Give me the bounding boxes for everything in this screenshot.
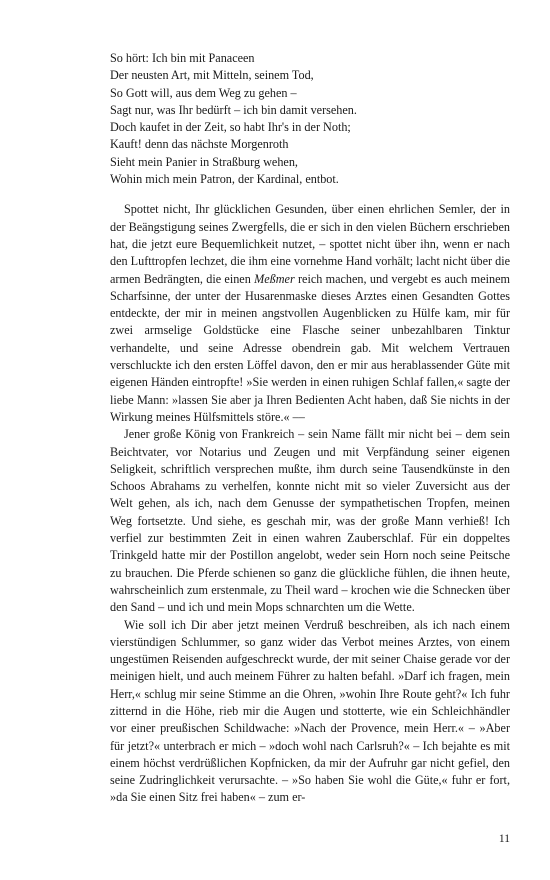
poem-line: Sieht mein Panier in Straßburg wehen, — [110, 154, 298, 169]
poem-line: Kauft! denn das nächste Morgenroth — [110, 137, 289, 152]
poem-line: So Gott will, aus dem Weg zu gehen – — [110, 85, 297, 100]
page-body — [110, 50, 510, 807]
poem-line: Sagt nur, was Ihr bedürft – ich bin damit versehen. — [110, 102, 357, 117]
paragraph-semler — [110, 201, 510, 426]
poem-line: Doch kaufet in der Zeit, so habt Ihr's in der Noth; — [110, 120, 351, 135]
paragraph-traveler: Wie soll ich Dir aber jetzt meinen Verdruß beschreiben, als ich nach einem vierstündigen Schlummer, so ganz wider das Verbot meines Arztes, von einem ungestümen Reisenden aufgeschreckt wurde, der mit seiner Chaise gerade vor der meinigen hielt, und auch meinem Führer zu halten befahl. »Darf ich fragen, mein Herr,« schlug mir seine Stimme an die Ohren, »wohin Ihre Route geht?« Ich fuhr zitternd in die Höhe, rieb mir die Augen und stotterte, wie ein Schleichhändler vor einer preußischen Schildwache: »Nach der Provence, mein Herr.« – »Aber für jetzt?« unterbrach er mich – »doch wohl nach Carlsruh?« – Ich bejahte es mit einem höchst verdrüßlichen Kopfnicken, da mir der Aufruhr gar nicht gefiel, den seine Zudringlichkeit verursachte. – »So haben Sie wohl die Güte,« fuhr er fort, »da Sie einen Sitz frei haben« – zum er- — [110, 617, 510, 805]
poem-line: Der neusten Art, mit Mitteln, seinem Tod, — [110, 68, 314, 83]
emphasized-name: Meßmer — [254, 271, 295, 286]
page-number: 11 — [498, 833, 510, 845]
poem-line: So hört: Ich bin mit Panaceen — [110, 51, 255, 65]
poem-stanza — [110, 50, 510, 188]
paragraph-text: reich machen, und vergebt es auch meinem Scharfsinne, der unter der Husarenmaske dieses Arztes einen Gesandten Gottes entdeckte, der mir in meinen angstvollen Augenblicken zu Hülfe kam, mir für zwei armselige Goldstücke eine Flasche seiner unbezahlbaren Tinktur verhandelte, und seine Adresse obendrein gab. Mit welchem Vertrauen verschluckte ich den ersten Löffel davon, den er mir aus herablassender Güte mit eigenen Händen eintropfte! »Sie werden in einen ruhigen Schlaf fallen,« sagte der liebe Mann: »lassen Sie aber ja Ihren Bedienten Acht haben, daß Sie nichts in der Wirkung meines Hülfsmittels störe.« –– — [110, 271, 511, 424]
paragraph-text: Spottet nicht, Ihr glücklichen Gesunden, über einen ehrlichen Semler, der in der Beängstigung seines Zwergfells, die er sich in den vielen Büchern erschrieben hat, die jetzt eure Bequemlichkeit nutzet, – spottet nicht über ihn, wenn er nach den Lufttropfen lechzet, die ihm eine vornehme Hand vorhält; lacht nicht über die armen Bedrängten, die einen — [110, 202, 510, 286]
paragraph-king: Jener große König von Frankreich – sein Name fällt mir nicht bei – dem sein Beichtvater, vor Notarius und Zeugen und mit Verpfändung seiner eigenen Seligkeit, schriftlich versprechen mußte, ihm durch seine Tausendkünste in den Schoos Abrahams zu verhelfen, konnte nicht mit so vieler Zuversicht aus der Welt gehen, als ich, nach dem Genusse der sympathetischen Tropfen, meinen Weg fortsetzte. Und siehe, es geschah mir, was der große Mann verhieß! Ich verfiel zur bestimmten Zeit in einen wahren Zauberschlaf. Für ein doppeltes Trinkgeld hatte mir der Postillon angelobt, weder sein Horn noch seine Peitsche zu brauchen. Die Pferde schienen so ganz die glückliche fühlen, die ihnen heute, wahrscheinlich zum erstenmale, zu Theil ward – krochen wie die Schnecken über den Sand – und ich und mein Mops schnarchten um die Wette. — [110, 427, 510, 615]
poem-line: Wohin mich mein Patron, der Kardinal, entbot. — [110, 172, 339, 187]
